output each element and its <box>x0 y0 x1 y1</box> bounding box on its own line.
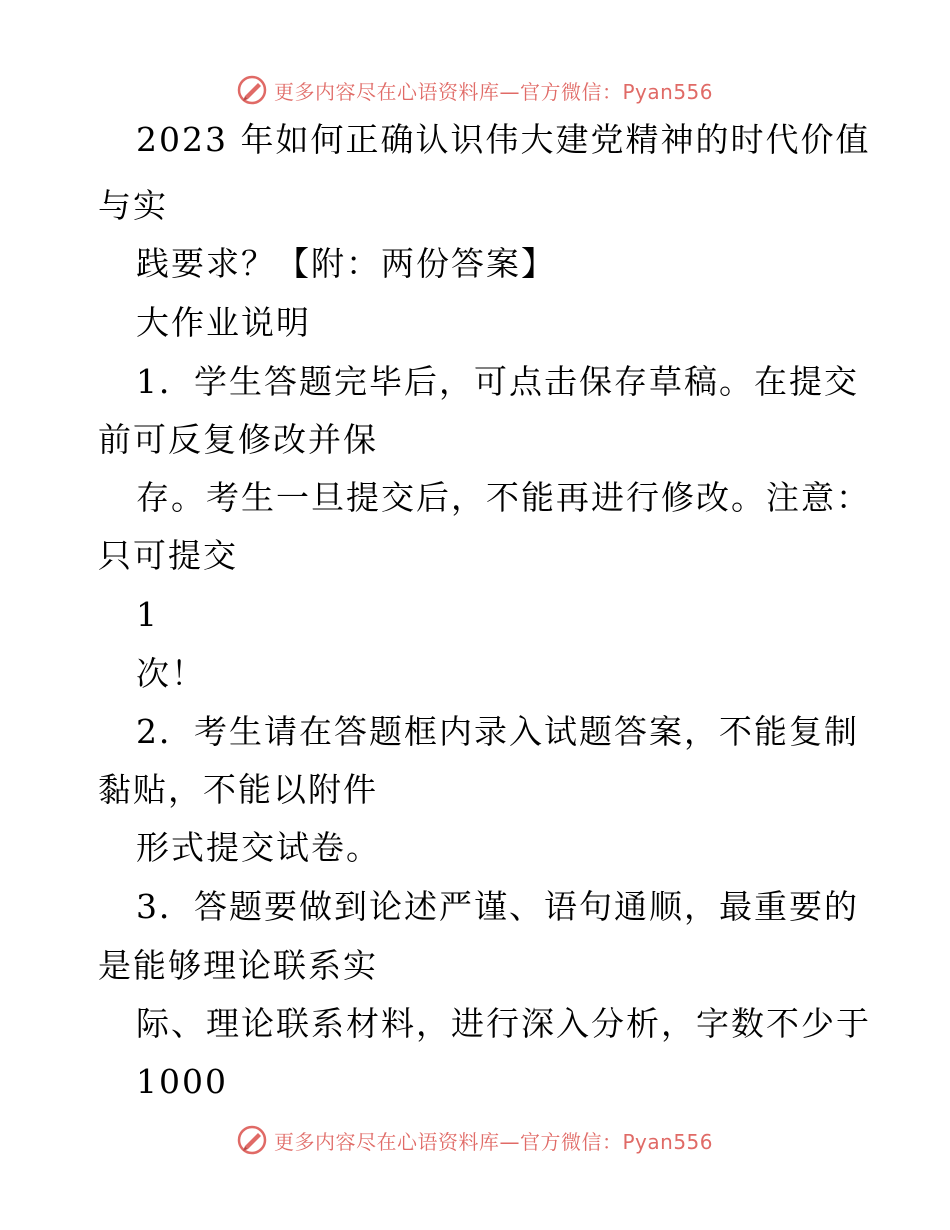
body-line: 2．考生请在答题框内录入试题答案，不能复制 <box>136 712 859 751</box>
body-line: 前可反复修改并保 <box>98 420 378 459</box>
watermark-text: 更多内容尽在心语资料库—官方微信：Pyan556 <box>274 79 714 104</box>
body-line: 黏贴，不能以附件 <box>98 770 378 809</box>
pen-logo-icon <box>236 74 268 106</box>
body-line: 存。考生一旦提交后，不能再进行修改。注意： <box>136 478 871 517</box>
body-line: 践要求？【附：两份答案】 <box>136 244 556 283</box>
body-line: 是能够理论联系实 <box>98 946 378 985</box>
section-heading: 大作业说明 <box>136 303 311 342</box>
watermark-text: 更多内容尽在心语资料库—官方微信：Pyan556 <box>274 1129 714 1154</box>
pen-logo-icon <box>236 1124 268 1156</box>
body-line: 次！ <box>136 654 206 693</box>
body-line: 1 <box>136 595 159 634</box>
watermark-footer <box>236 1123 713 1157</box>
body-line: 2023 年如何正确认识伟大建党精神的时代价值 <box>136 120 871 159</box>
body-line: 与实 <box>98 186 168 225</box>
watermark-header <box>236 73 713 107</box>
body-line: 只可提交 <box>98 536 238 575</box>
body-line: 1．学生答题完毕后，可点击保存草稿。在提交 <box>136 362 859 401</box>
body-line: 1000 <box>136 1062 228 1101</box>
body-line: 3．答题要做到论述严谨、语句通顺，最重要的 <box>136 887 859 926</box>
body-line: 际、理论联系材料，进行深入分析，字数不少于 <box>136 1004 871 1043</box>
body-line: 形式提交试卷。 <box>136 828 381 867</box>
